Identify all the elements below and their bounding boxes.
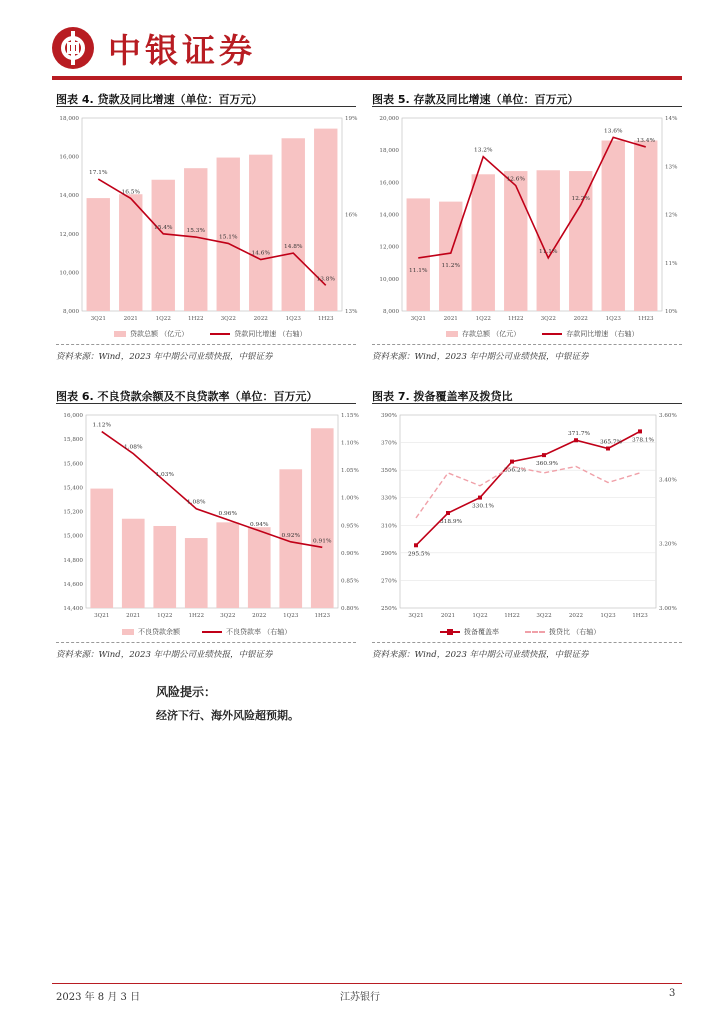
figure-4-chart bbox=[56, 112, 356, 327]
y-tick-label: 14,000 bbox=[379, 212, 399, 219]
y2-tick-label: 16% bbox=[345, 212, 358, 219]
data-label: 12.6% bbox=[506, 176, 525, 183]
figure-5-source: 资料来源：Wind，2023 年中期公司业绩快报，中银证券 bbox=[372, 352, 589, 362]
y2-tick-label: 13% bbox=[665, 164, 678, 171]
data-label: 0.91% bbox=[313, 538, 332, 545]
brand-name: 中银证券 bbox=[108, 30, 256, 70]
data-label: 318.9% bbox=[439, 519, 463, 526]
bar bbox=[407, 198, 430, 311]
x-tick-label: 3Q22 bbox=[540, 316, 556, 322]
legend-line-swatch bbox=[210, 333, 230, 335]
legend-label: 贷款总额 （亿元） bbox=[130, 330, 189, 338]
legend-dash-swatch bbox=[525, 631, 545, 633]
figure-5-title-rule bbox=[372, 106, 682, 107]
data-label: 11.1% bbox=[539, 248, 558, 255]
x-tick-label: 3Q21 bbox=[90, 316, 106, 322]
y-tick-label: 15,400 bbox=[63, 485, 83, 492]
y-tick-label: 14,600 bbox=[63, 581, 83, 588]
y-tick-label: 8,000 bbox=[62, 309, 79, 315]
y2-tick-label: 11% bbox=[665, 260, 678, 267]
y2-tick-label: 14% bbox=[665, 116, 678, 122]
y-tick-label: 12,000 bbox=[59, 231, 79, 238]
x-tick-label: 2022 bbox=[253, 316, 268, 322]
data-label: 12.2% bbox=[571, 195, 590, 202]
footer-divider bbox=[52, 983, 682, 984]
data-label: 14.6% bbox=[251, 250, 270, 257]
series-dashed-line bbox=[416, 466, 640, 517]
y2-tick-label: 0.80% bbox=[341, 606, 359, 612]
data-label: 13.2% bbox=[474, 147, 493, 154]
x-tick-label: 3Q22 bbox=[536, 613, 552, 619]
bar bbox=[185, 538, 208, 608]
x-tick-label: 1Q22 bbox=[472, 613, 488, 619]
y-tick-label: 18,000 bbox=[59, 116, 79, 122]
footer-company: 江苏银行 bbox=[340, 992, 380, 1003]
bar bbox=[602, 141, 625, 311]
bar bbox=[282, 138, 305, 311]
y2-tick-label: 10% bbox=[665, 309, 678, 315]
x-tick-label: 2021 bbox=[443, 316, 458, 322]
figure-7-legend bbox=[440, 627, 600, 637]
y2-tick-label: 1.00% bbox=[341, 495, 359, 502]
data-label: 0.96% bbox=[218, 510, 237, 517]
y-tick-label: 15,600 bbox=[63, 461, 83, 468]
y-tick-label: 10,000 bbox=[59, 270, 79, 277]
y-tick-label: 390% bbox=[381, 413, 397, 419]
y2-tick-label: 12% bbox=[665, 212, 678, 219]
point-marker bbox=[638, 429, 642, 433]
x-tick-label: 2021 bbox=[123, 316, 138, 322]
legend-bar-swatch bbox=[114, 331, 126, 337]
y-tick-label: 350% bbox=[381, 468, 397, 475]
x-tick-label: 1Q23 bbox=[283, 613, 299, 619]
figure-6-source: 资料来源：Wind，2023 年中期公司业绩快报，中银证券 bbox=[56, 650, 273, 660]
y2-tick-label: 0.90% bbox=[341, 550, 359, 557]
data-label: 11.2% bbox=[441, 263, 460, 270]
data-label: 1.08% bbox=[187, 499, 206, 506]
y-tick-label: 290% bbox=[381, 550, 397, 557]
data-label: 295.5% bbox=[407, 551, 431, 558]
legend-label: 贷款同比增速 （右轴） bbox=[234, 330, 307, 338]
y-tick-label: 8,000 bbox=[382, 309, 399, 315]
chart-svg bbox=[372, 409, 682, 624]
figure-7-chart bbox=[372, 409, 682, 624]
x-tick-label: 2021 bbox=[126, 613, 141, 619]
x-tick-label: 2022 bbox=[568, 613, 584, 619]
y-tick-label: 14,800 bbox=[63, 557, 83, 564]
y-tick-label: 14,400 bbox=[63, 606, 83, 612]
legend-line-swatch bbox=[542, 333, 562, 335]
data-label: 356.2% bbox=[503, 467, 527, 474]
footer-page-number: 3 bbox=[669, 988, 676, 999]
y2-tick-label: 13% bbox=[345, 309, 358, 315]
figure-5-legend bbox=[446, 329, 638, 339]
data-label: 16.5% bbox=[121, 189, 140, 196]
point-marker bbox=[606, 446, 610, 450]
y2-tick-label: 0.85% bbox=[341, 578, 359, 585]
y2-tick-label: 1.15% bbox=[341, 413, 359, 419]
y-tick-label: 10,000 bbox=[379, 276, 399, 283]
bar bbox=[122, 519, 145, 608]
y2-tick-label: 3.00% bbox=[659, 606, 677, 612]
bar bbox=[569, 171, 592, 311]
bar bbox=[184, 168, 207, 311]
figure-5-bottom-rule bbox=[372, 344, 682, 345]
point-marker bbox=[446, 511, 450, 515]
y2-tick-label: 1.10% bbox=[341, 440, 359, 447]
point-marker bbox=[478, 496, 482, 500]
bar bbox=[153, 526, 176, 608]
x-tick-label: 1Q22 bbox=[155, 316, 171, 322]
bar bbox=[216, 522, 239, 608]
y-tick-label: 310% bbox=[381, 523, 397, 530]
figure-6-title-rule bbox=[56, 403, 356, 404]
bar bbox=[439, 202, 462, 311]
data-label: 1.03% bbox=[155, 472, 174, 479]
legend-label: 拨贷比 （右轴） bbox=[549, 628, 601, 636]
x-tick-label: 3Q22 bbox=[220, 316, 236, 322]
data-label: 15.4% bbox=[154, 224, 173, 231]
x-tick-label: 1Q23 bbox=[605, 316, 621, 322]
x-tick-label: 1H22 bbox=[507, 316, 524, 322]
data-label: 360.9% bbox=[535, 461, 559, 468]
y-tick-label: 270% bbox=[381, 578, 397, 585]
y2-tick-label: 3.40% bbox=[659, 477, 677, 484]
x-tick-label: 1Q23 bbox=[600, 613, 616, 619]
header-divider bbox=[52, 76, 682, 80]
x-tick-label: 1Q22 bbox=[157, 613, 173, 619]
figure-7-bottom-rule bbox=[372, 642, 682, 643]
y2-tick-label: 19% bbox=[345, 116, 358, 122]
boc-logo-icon bbox=[52, 27, 94, 69]
chart-svg bbox=[56, 409, 359, 624]
x-tick-label: 1H22 bbox=[188, 613, 205, 619]
chart-svg bbox=[372, 112, 682, 327]
x-tick-label: 3Q22 bbox=[220, 613, 236, 619]
figure-7-source: 资料来源：Wind，2023 年中期公司业绩快报，中银证券 bbox=[372, 650, 589, 660]
bar bbox=[504, 171, 527, 311]
legend-marker-swatch bbox=[440, 631, 460, 633]
y-tick-label: 20,000 bbox=[379, 116, 399, 122]
legend-label: 不良贷款率 （右轴） bbox=[226, 628, 292, 636]
figure-6-chart bbox=[56, 409, 359, 624]
data-label: 371.7% bbox=[567, 431, 591, 438]
data-label: 365.7% bbox=[599, 439, 623, 446]
risk-heading: 风险提示： bbox=[156, 685, 217, 699]
x-tick-label: 1Q22 bbox=[475, 316, 491, 322]
point-marker bbox=[510, 460, 514, 464]
x-tick-label: 3Q21 bbox=[408, 613, 424, 619]
footer-date: 2023 年 8 月 3 日 bbox=[56, 992, 141, 1003]
data-label: 0.92% bbox=[281, 532, 300, 539]
data-label: 1.08% bbox=[124, 444, 143, 451]
x-tick-label: 2021 bbox=[440, 613, 456, 619]
y2-tick-label: 3.60% bbox=[659, 413, 677, 419]
y-tick-label: 250% bbox=[381, 606, 397, 612]
data-label: 11.1% bbox=[409, 267, 428, 274]
point-marker bbox=[542, 453, 546, 457]
data-label: 17.1% bbox=[89, 170, 108, 177]
bar bbox=[87, 198, 110, 311]
data-label: 1.12% bbox=[92, 422, 111, 429]
legend-bar-swatch bbox=[446, 331, 458, 337]
data-label: 13.6% bbox=[604, 128, 623, 135]
y-tick-label: 15,000 bbox=[63, 533, 83, 540]
legend-label: 不良贷款余额 bbox=[138, 628, 180, 636]
data-label: 13.4% bbox=[636, 137, 655, 144]
bar bbox=[152, 180, 175, 311]
chart-svg bbox=[56, 112, 356, 327]
figure-4-legend bbox=[114, 329, 306, 339]
x-tick-label: 3Q21 bbox=[94, 613, 110, 619]
data-label: 330.1% bbox=[471, 503, 495, 510]
y-tick-label: 15,200 bbox=[63, 509, 83, 516]
x-tick-label: 2022 bbox=[573, 316, 588, 322]
y-tick-label: 16,000 bbox=[63, 413, 83, 419]
y-tick-label: 16,000 bbox=[59, 154, 79, 161]
y-tick-label: 14,000 bbox=[59, 193, 79, 200]
x-tick-label: 1H22 bbox=[504, 613, 520, 619]
point-marker bbox=[574, 438, 578, 442]
figure-5-chart bbox=[372, 112, 682, 327]
x-tick-label: 1H23 bbox=[632, 613, 648, 619]
data-label: 14.8% bbox=[284, 244, 303, 251]
point-marker bbox=[414, 543, 418, 547]
bar bbox=[311, 428, 334, 608]
y2-tick-label: 3.20% bbox=[659, 541, 677, 548]
x-tick-label: 1H22 bbox=[187, 316, 204, 322]
figure-7-title: 图表 7. 拨备覆盖率及拨贷比 bbox=[372, 390, 513, 403]
data-label: 15.3% bbox=[186, 228, 205, 235]
y-tick-label: 12,000 bbox=[379, 244, 399, 251]
legend-label: 拨备覆盖率 bbox=[464, 628, 499, 636]
y-tick-label: 15,800 bbox=[63, 437, 83, 444]
data-label: 0.94% bbox=[250, 521, 269, 528]
x-tick-label: 1Q23 bbox=[285, 316, 301, 322]
bar bbox=[248, 527, 271, 608]
bar bbox=[249, 155, 272, 311]
figure-6-title: 图表 6. 不良贷款余额及不良贷款率（单位：百万元） bbox=[56, 390, 318, 403]
legend-label: 存款同比增速 （右轴） bbox=[566, 330, 639, 338]
risk-text: 经济下行、海外风险超预期。 bbox=[156, 709, 299, 722]
bar bbox=[314, 129, 337, 311]
y-tick-label: 330% bbox=[381, 495, 397, 502]
legend-line-swatch bbox=[202, 631, 222, 633]
data-label: 15.1% bbox=[219, 234, 238, 241]
figure-7-title-rule bbox=[372, 403, 682, 404]
figure-6-bottom-rule bbox=[56, 642, 356, 643]
figure-5-title: 图表 5. 存款及同比增速（单位：百万元） bbox=[372, 93, 579, 106]
y-tick-label: 16,000 bbox=[379, 180, 399, 187]
page-header bbox=[52, 22, 256, 74]
legend-bar-swatch bbox=[122, 629, 134, 635]
x-tick-label: 1H23 bbox=[637, 316, 654, 322]
figure-4-title-rule bbox=[56, 106, 356, 107]
bar bbox=[90, 489, 113, 608]
bar bbox=[119, 194, 142, 311]
x-tick-label: 1H23 bbox=[314, 613, 331, 619]
y2-tick-label: 1.05% bbox=[341, 468, 359, 475]
y-tick-label: 18,000 bbox=[379, 148, 399, 155]
x-tick-label: 3Q21 bbox=[410, 316, 426, 322]
data-label: 378.1% bbox=[631, 437, 655, 444]
x-tick-label: 2022 bbox=[252, 613, 267, 619]
bar bbox=[472, 174, 495, 311]
bar bbox=[634, 141, 657, 311]
y2-tick-label: 0.95% bbox=[341, 523, 359, 530]
legend-label: 存款总额 （亿元） bbox=[462, 330, 521, 338]
figure-6-legend bbox=[122, 627, 291, 637]
y-tick-label: 370% bbox=[381, 440, 397, 447]
figure-4-source: 资料来源：Wind，2023 年中期公司业绩快报，中银证券 bbox=[56, 352, 273, 362]
figure-4-title: 图表 4. 贷款及同比增速（单位：百万元） bbox=[56, 93, 263, 106]
figure-4-bottom-rule bbox=[56, 344, 356, 345]
data-label: 13.8% bbox=[316, 276, 335, 283]
x-tick-label: 1H23 bbox=[317, 316, 334, 322]
